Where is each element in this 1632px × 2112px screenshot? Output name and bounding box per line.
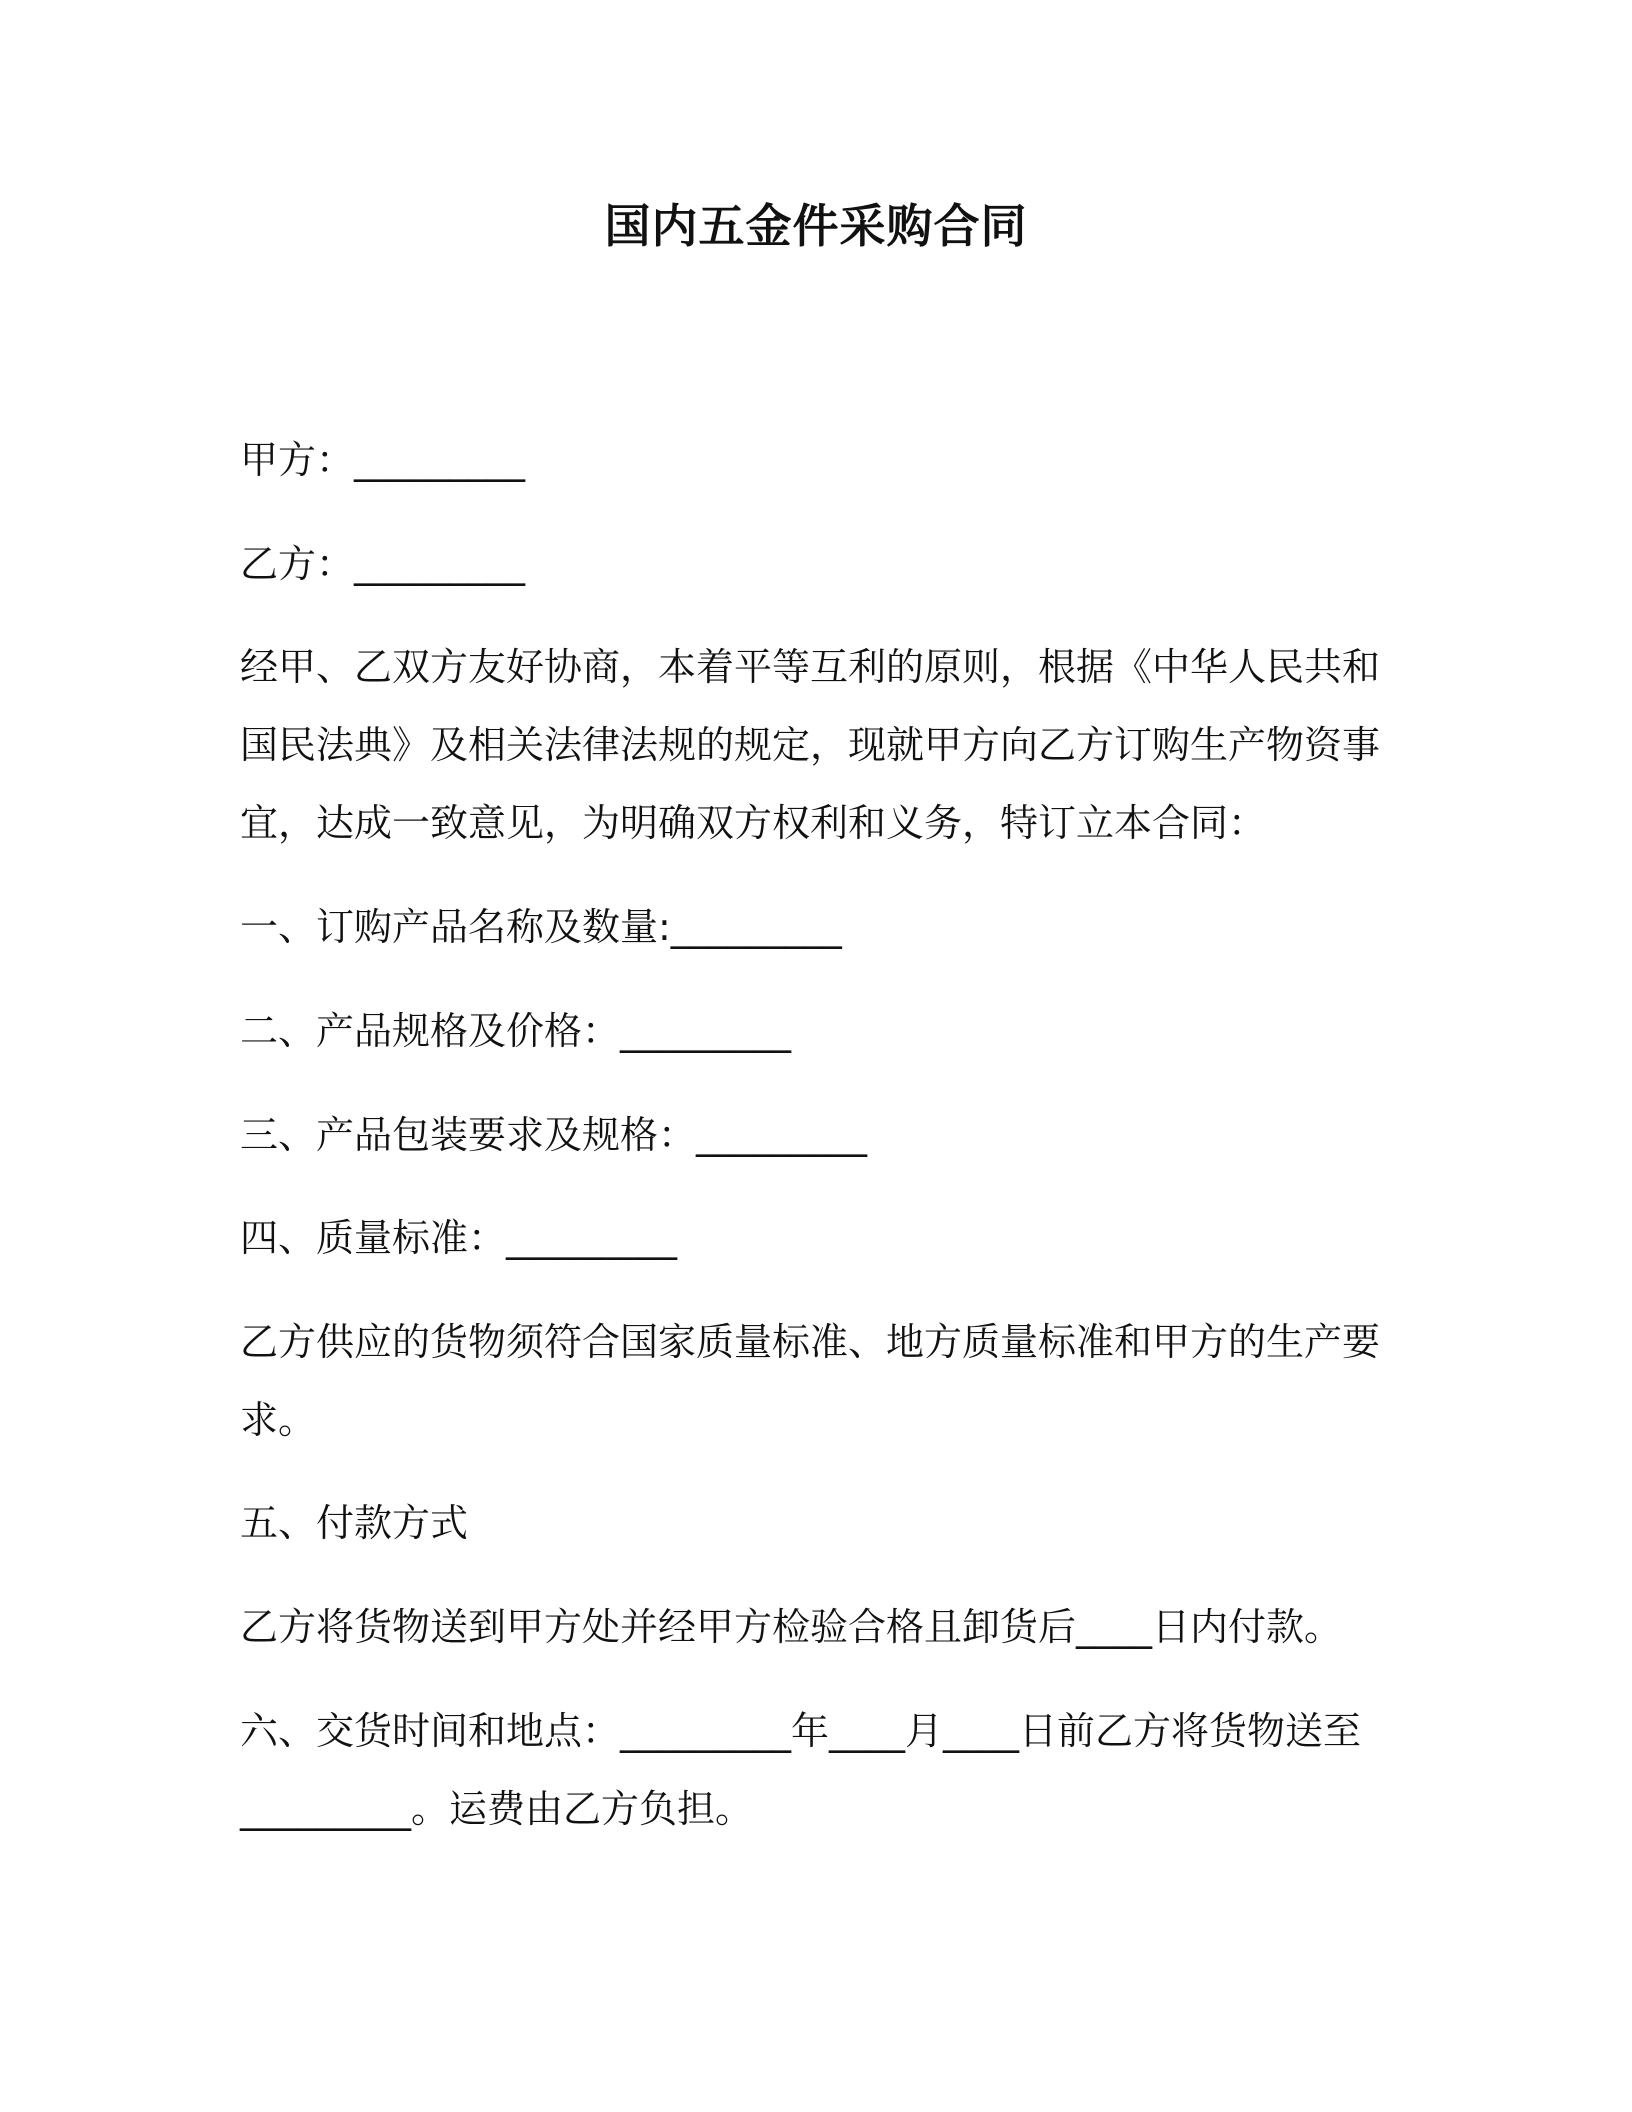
clause-6-line-2: _________。运费由乙方负担。 [240, 1787, 754, 1831]
clause-4-detail-line-2: 求。 [240, 1398, 317, 1442]
party-a-line: 甲方：_________ [240, 438, 526, 482]
clause-4: 四、质量标准：_________ [240, 1216, 678, 1260]
clause-3: 三、产品包装要求及规格：_________ [240, 1113, 868, 1157]
preamble-line-2: 国民法典》及相关法律法规的规定，现就甲方向乙方订购生产物资事 [240, 723, 1381, 767]
clause-1: 一、订购产品名称及数量:_________ [240, 905, 842, 949]
clause-2: 二、产品规格及价格：_________ [240, 1009, 792, 1053]
clause-5-detail: 乙方将货物送到甲方处并经甲方检验合格且卸货后____日内付款。 [240, 1605, 1343, 1649]
preamble-line-3: 宜，达成一致意见，为明确双方权利和义务，特订立本合同： [240, 801, 1267, 845]
party-b-line: 乙方：_________ [240, 542, 526, 586]
document-title: 国内五金件采购合同 [604, 199, 1028, 253]
clause-4-detail-line-1: 乙方供应的货物须符合国家质量标准、地方质量标准和甲方的生产要 [240, 1320, 1381, 1364]
preamble-line-1: 经甲、乙双方友好协商，本着平等互利的原则，根据《中华人民共和 [240, 645, 1381, 689]
clause-6-line-1: 六、交货时间和地点：_________年____月____日前乙方将货物送至 [240, 1709, 1362, 1753]
clause-5: 五、付款方式 [240, 1501, 469, 1545]
